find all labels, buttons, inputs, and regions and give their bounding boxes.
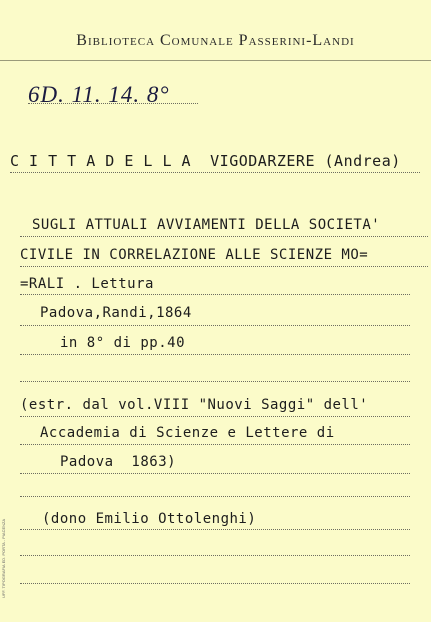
dotted-rule <box>20 236 428 237</box>
header-rule <box>0 60 431 61</box>
dotted-rule <box>20 325 410 326</box>
imprint-line: Padova,Randi,1864 <box>40 305 192 321</box>
dotted-rule <box>20 266 428 267</box>
author-line: C I T T A D E L L A VIGODARZERE (Andrea) <box>10 152 401 170</box>
dotted-rule <box>20 416 410 417</box>
dotted-rule <box>20 444 410 445</box>
dotted-rule <box>20 496 410 497</box>
title-line-1: SUGLI ATTUALI AVVIAMENTI DELLA SOCIETA' <box>32 217 381 233</box>
note-line-2: Accademia di Scienze e Lettere di <box>40 425 335 441</box>
dotted-rule <box>20 529 410 530</box>
dotted-rule <box>20 583 410 584</box>
note-line-3: Padova 1863) <box>60 454 177 470</box>
dotted-rule <box>10 172 420 173</box>
printer-imprint: UFF. TIPOGRAFIA ED. PORTA - PIACENZA <box>1 518 6 598</box>
call-number: 6D. 11. 14. 8° <box>28 82 170 107</box>
title-line-3: =RALI . Lettura <box>20 276 154 292</box>
title-line-2: CIVILE IN CORRELAZIONE ALLE SCIENZE MO= <box>20 247 369 263</box>
dotted-rule <box>28 103 198 104</box>
format-line: in 8° di pp.40 <box>60 335 186 351</box>
dotted-rule <box>20 294 410 295</box>
note-line-1: (estr. dal vol.VIII "Nuovi Saggi" dell' <box>20 397 369 413</box>
dotted-rule <box>20 381 410 382</box>
dotted-rule <box>20 473 410 474</box>
dotted-rule <box>20 555 410 556</box>
library-header: Biblioteca Comunale Passerini-Landi <box>76 32 355 49</box>
dotted-rule <box>20 354 410 355</box>
donation-line: (dono Emilio Ottolenghi) <box>42 511 257 527</box>
